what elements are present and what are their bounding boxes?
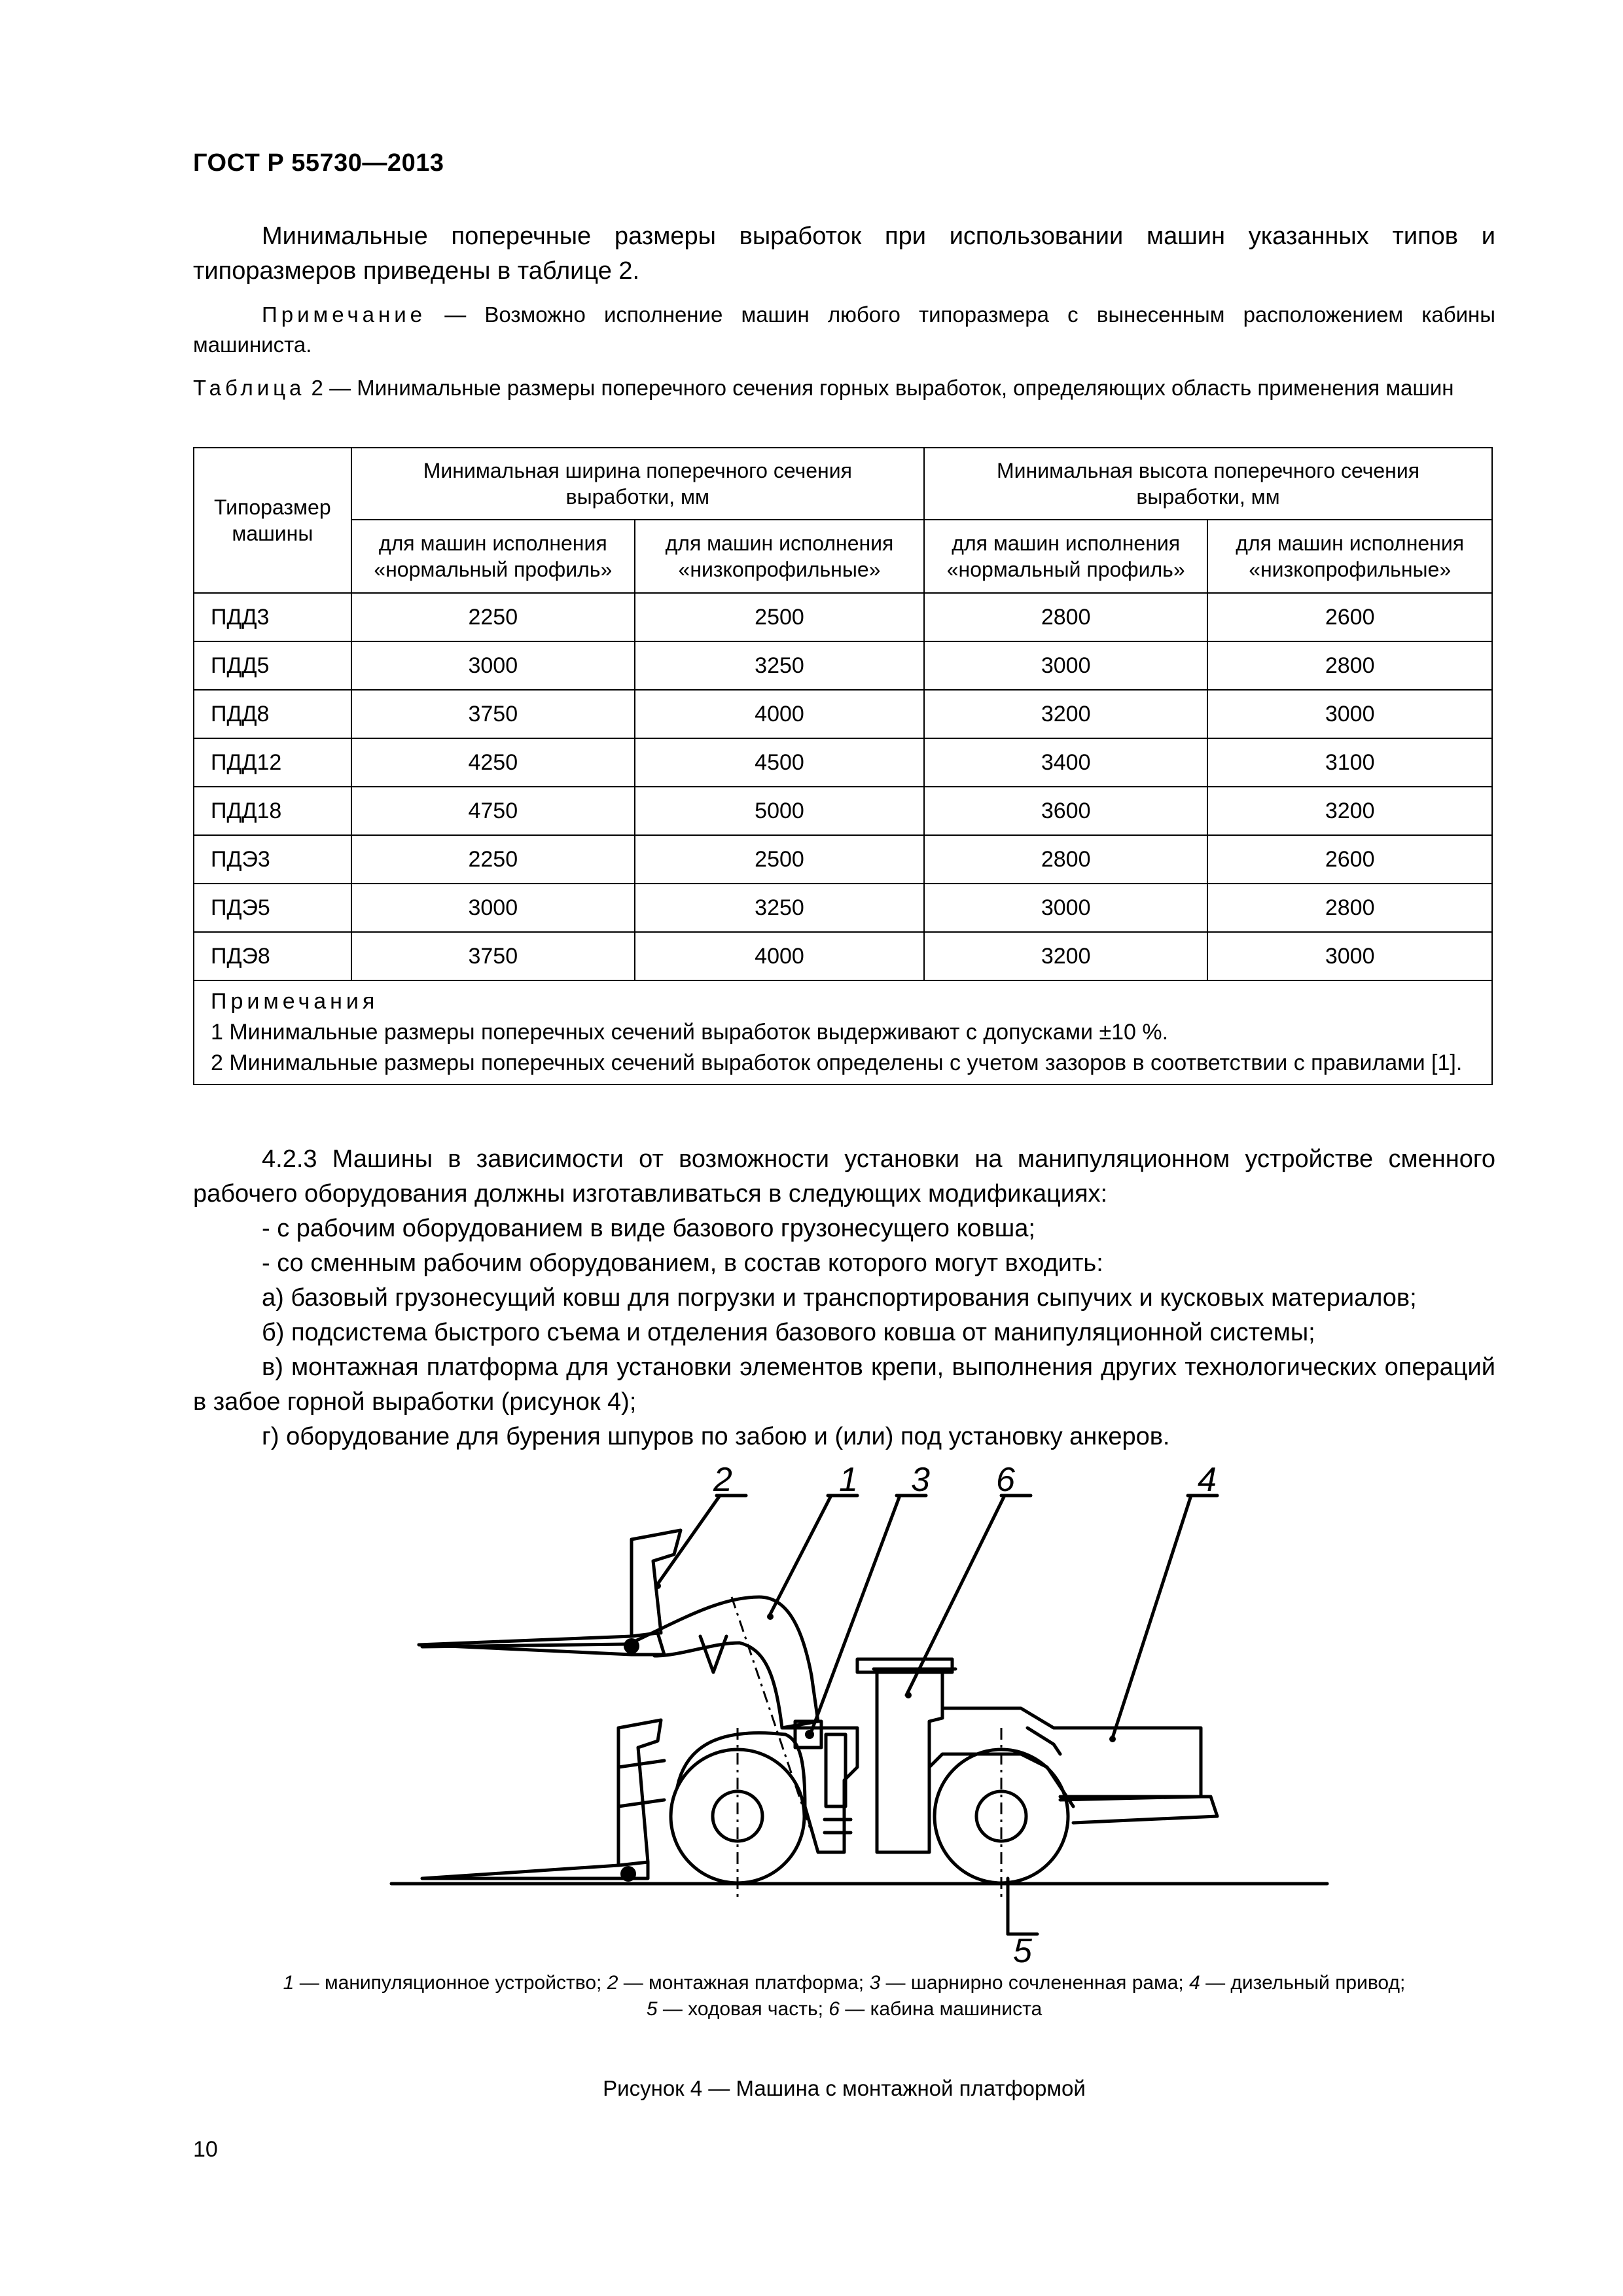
section-item-a: а) базовый грузонесущий ковш для погрузки и транспортирования сыпучих и кусковых материалов; — [262, 1284, 1417, 1312]
subheader-width-low: для машин исполнения «низкопрофильные» — [635, 520, 924, 593]
cell-height-low: 2600 — [1207, 593, 1492, 641]
cell-height-normal: 2800 — [924, 593, 1207, 641]
note-label: Примечание — [262, 302, 427, 327]
cell-width-normal: 4750 — [351, 787, 635, 835]
section-paragraph-1: 4.2.3 Машины в зависимости от возможности установки на манипуляционном устройстве сменного рабочего оборудования должны изготавливаться в следующих модификациях: — [193, 1145, 1495, 1208]
cell-height-normal: 3400 — [924, 738, 1207, 787]
cell-width-low: 3250 — [635, 884, 924, 932]
col-header-width: Минимальная ширина поперечного сечения выработки, мм — [351, 448, 924, 520]
cell-height-normal: 3200 — [924, 690, 1207, 738]
document-header: ГОСТ Р 55730—2013 — [193, 149, 444, 177]
cell-height-low: 3200 — [1207, 787, 1492, 835]
cell-width-low: 4000 — [635, 932, 924, 980]
lowered-platform — [422, 1862, 648, 1878]
row-name: ПДД12 — [194, 738, 351, 787]
cell-height-normal: 3000 — [924, 641, 1207, 690]
cell-width-normal: 2250 — [351, 593, 635, 641]
row-name: ПДД18 — [194, 787, 351, 835]
cell-height-normal: 2800 — [924, 835, 1207, 884]
cell-height-normal: 3600 — [924, 787, 1207, 835]
row-name: ПДД8 — [194, 690, 351, 738]
section-item-g: г) оборудование для бурения шпуров по забою и (или) под установку анкеров. — [262, 1423, 1170, 1450]
intro-paragraph: Минимальные поперечные размеры выработок при использовании машин указанных типов и типоразмеров приведены в таблице 2. — [193, 223, 1495, 285]
cell-height-low: 3000 — [1207, 932, 1492, 980]
boom-strut — [700, 1636, 726, 1672]
section-item-2: - с рабочим оборудованием в виде базового грузонесущего ковша; — [262, 1215, 1035, 1242]
cell-width-normal: 3750 — [351, 932, 635, 980]
figure-label-6: 6 — [996, 1461, 1015, 1499]
figure-legend — [193, 1970, 1495, 2022]
note-text: — Возможно исполнение машин любого типоразмера с вынесенным расположением кабины машиниста. — [193, 302, 1495, 357]
subheader-width-normal: для машин исполнения «нормальный профиль» — [351, 520, 635, 593]
cell-width-normal: 4250 — [351, 738, 635, 787]
figure-legend-line-1: 1 — манипуляционное устройство; 2 — монтажная платформа; 3 — шарнирно сочлененная рама; 4 — дизельный привод; — [283, 1972, 1406, 1994]
figure-label-1: 1 — [839, 1461, 858, 1499]
figure-label-4: 4 — [1198, 1461, 1217, 1499]
cell-width-low: 4000 — [635, 690, 924, 738]
col-header-type: Типоразмер машины — [194, 448, 351, 593]
table-caption-text: 2 — Минимальные размеры поперечного сечения горных выработок, определяющих область применения машин — [305, 376, 1454, 400]
notes-label: Примечания — [211, 989, 379, 1014]
page-number: 10 — [193, 2137, 218, 2162]
figure-label-2: 2 — [713, 1461, 732, 1499]
row-name: ПДЭ8 — [194, 932, 351, 980]
section-item-b: б) подсистема быстрого съема и отделения базового ковша от манипуляционной системы; — [262, 1319, 1315, 1346]
table-note-1: 1 Минимальные размеры поперечных сечений выработок выдерживают с допусками ±10 %. — [211, 1020, 1169, 1045]
cell-height-low: 3000 — [1207, 690, 1492, 738]
row-name: ПДД5 — [194, 641, 351, 690]
cell-height-low: 2800 — [1207, 641, 1492, 690]
cell-height-low: 2600 — [1207, 835, 1492, 884]
section-item-v: в) монтажная платформа для установки элементов крепи, выполнения других технологических операций в забое горной выработки (рисунок 4); — [193, 1354, 1495, 1416]
cell-height-normal: 3000 — [924, 884, 1207, 932]
cell-width-low: 2500 — [635, 835, 924, 884]
col-header-height: Минимальная высота поперечного сечения выработки, мм — [924, 448, 1492, 520]
cell-width-low: 2500 — [635, 593, 924, 641]
figure-legend-line-2: 5 — ходовая часть; 6 — кабина машиниста — [646, 1998, 1043, 2020]
figure-label-5: 5 — [1013, 1932, 1032, 1970]
lowered-platform-frame — [618, 1720, 661, 1865]
cell-height-normal: 3200 — [924, 932, 1207, 980]
cell-width-low: 4500 — [635, 738, 924, 787]
cell-width-normal: 3750 — [351, 690, 635, 738]
cell-width-low: 3250 — [635, 641, 924, 690]
cell-width-normal: 2250 — [351, 835, 635, 884]
figure-label-3: 3 — [911, 1461, 930, 1499]
row-name: ПДЭ5 — [194, 884, 351, 932]
row-name: ПДЭ3 — [194, 835, 351, 884]
table-caption-label: Таблица — [193, 376, 306, 400]
table-note-2: 2 Минимальные размеры поперечных сечений выработок определены с учетом зазоров в соответствии с правилами [1]. — [211, 1050, 1463, 1075]
cell-height-low: 2800 — [1207, 884, 1492, 932]
cell-width-normal: 3000 — [351, 641, 635, 690]
cell-height-low: 3100 — [1207, 738, 1492, 787]
figure-title: Рисунок 4 — Машина с монтажной платформой — [603, 2076, 1086, 2100]
cell-width-low: 5000 — [635, 787, 924, 835]
subheader-height-low: для машин исполнения «низкопрофильные» — [1207, 520, 1492, 593]
section-item-3: - со сменным рабочим оборудованием, в состав которого могут входить: — [262, 1249, 1103, 1277]
cell-width-normal: 3000 — [351, 884, 635, 932]
row-name: ПДД3 — [194, 593, 351, 641]
subheader-height-normal: для машин исполнения «нормальный профиль» — [924, 520, 1207, 593]
